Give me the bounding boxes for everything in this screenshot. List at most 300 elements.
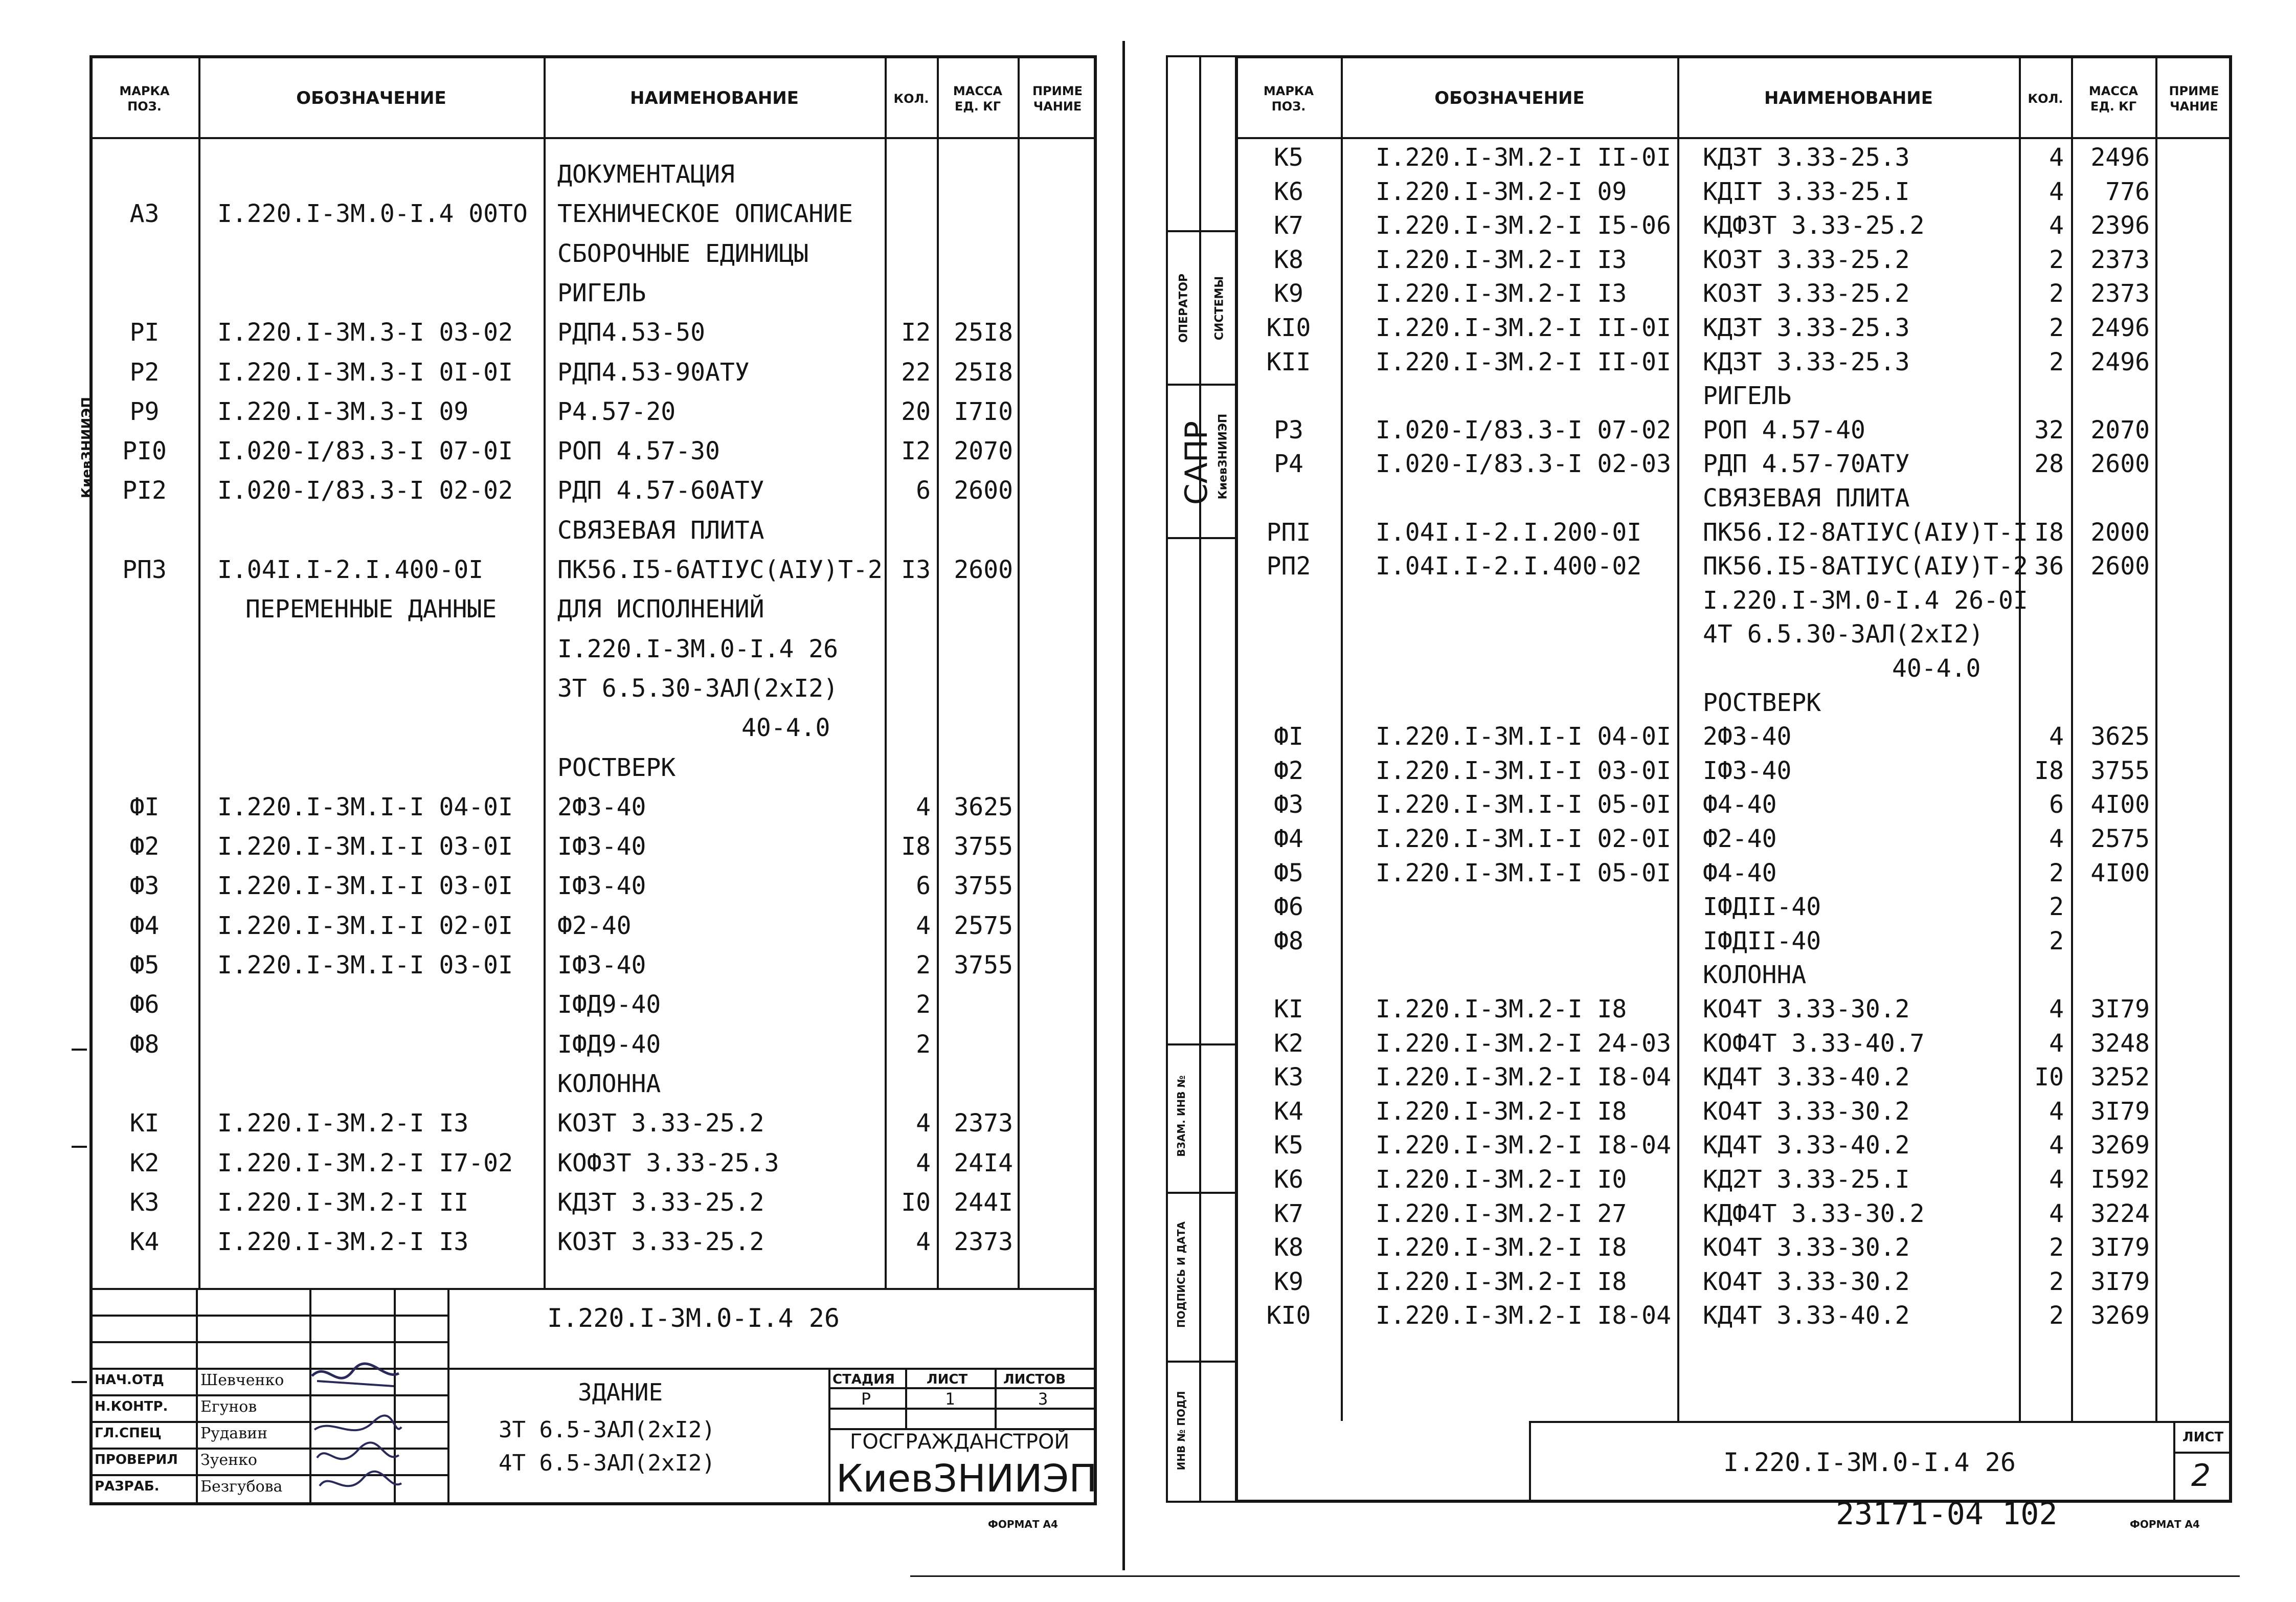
cell-qty: 4 xyxy=(2049,1165,2064,1194)
person-name: Рудавин xyxy=(200,1425,268,1442)
table-row xyxy=(0,311,2296,345)
role-label: ПРОВЕРИЛ xyxy=(95,1452,178,1467)
cell-mark: К7 xyxy=(1274,211,1303,240)
header-mark-line2: ПОЗ. xyxy=(1271,99,1306,114)
cell-qty: 4 xyxy=(916,792,931,821)
table-row xyxy=(0,1197,2296,1231)
cell-qty: 2 xyxy=(916,1030,931,1059)
cell-name: КОФ3Т 3.33-25.3 xyxy=(557,1148,779,1177)
cell-name: КДIТ 3.33-25.I xyxy=(1703,177,1910,206)
table-row xyxy=(0,822,2296,856)
cell-designation: I.04I.I-2.I.400-0I xyxy=(217,555,484,584)
cell-mark: Ф3 xyxy=(1274,790,1303,819)
cell-qty: I8 xyxy=(901,832,931,861)
cell-name: Р4.57-20 xyxy=(557,397,676,426)
cell-qty: 2 xyxy=(2049,1233,2064,1262)
cell-designation: I.220.I-3М.2-I I8-04 xyxy=(1376,1063,1671,1092)
person-name: Шевченко xyxy=(200,1371,284,1389)
cell-name: ПК56.I2-8АТIУС(АIУ)Т-I xyxy=(1703,518,2028,547)
right-footer-col xyxy=(2173,1421,2175,1503)
cell-designation: I.220.I-3М.I-I 04-0I xyxy=(1376,722,1671,751)
cell-qty: I8 xyxy=(2034,518,2064,547)
cell-name: КД3Т 3.33-25.3 xyxy=(1703,347,1910,376)
cell-name: Ф4-40 xyxy=(1703,858,1777,887)
cell-designation: I.220.I-3М.2-I I3 xyxy=(1376,279,1627,308)
cell-designation: I.220.I-3М.I-I 02-0I xyxy=(217,911,513,940)
cell-designation: I.220.I-3М.I-I 03-0I xyxy=(217,951,513,980)
cell-mass: 3755 xyxy=(954,951,1013,980)
cell-name: 3Т 6.5.30-3АЛ(2хI2) xyxy=(557,674,839,703)
cell-name: КД4Т 3.33-40.2 xyxy=(1703,1301,1910,1330)
cell-mark: РI0 xyxy=(122,437,167,466)
cell-mark: Ф6 xyxy=(129,990,160,1019)
cell-qty xyxy=(2021,617,2064,651)
cell-mark: КI xyxy=(129,1109,160,1138)
cell-mass: 776 xyxy=(2105,177,2150,206)
cell-qty: I3 xyxy=(901,555,931,584)
header-mass-line2: ЕД. КГ xyxy=(2090,99,2137,114)
cell-mass: 2373 xyxy=(2090,279,2150,308)
table-row xyxy=(0,1128,2296,1162)
sheet-label: ЛИСТ xyxy=(927,1372,968,1387)
table-row xyxy=(0,516,2296,549)
cell-name: КО3Т 3.33-25.2 xyxy=(1703,279,1910,308)
cell-mark: КI0 xyxy=(1266,314,1311,342)
sheet-value: 1 xyxy=(945,1389,955,1409)
header-mass-line1: МАССА xyxy=(953,83,1003,98)
cell-qty: 2 xyxy=(2049,1267,2064,1296)
cell-mark: ФI xyxy=(1274,722,1303,751)
table-row xyxy=(0,1265,2296,1299)
cell-mass: 25I8 xyxy=(954,358,1013,387)
table-row xyxy=(0,890,2296,924)
cell-mark: Ф8 xyxy=(1274,926,1303,955)
cell-name: ПК56.I5-6АТIУС(АIУ)Т-2 xyxy=(557,555,883,584)
side-sapr: САПР xyxy=(1179,420,1214,505)
cell-mass: 24I4 xyxy=(954,1148,1013,1177)
person-name: Безгубова xyxy=(200,1478,283,1496)
cell-qty xyxy=(2021,686,2064,720)
cell-mark: К8 xyxy=(1274,245,1303,274)
header-mass-line1: МАССА xyxy=(2088,83,2139,98)
cell-designation: I.220.I-3М.2-I II xyxy=(217,1188,469,1217)
cell-mark: К6 xyxy=(1274,177,1303,206)
cell-designation: I.220.I-3М.I-I 05-0I xyxy=(1376,858,1671,887)
sheets-value: 3 xyxy=(1038,1389,1048,1409)
right-doc-code: I.220.I-3М.0-I.4 26 xyxy=(1723,1448,2016,1477)
header-note-line1: ПРИМЕ xyxy=(2169,83,2219,98)
cell-name: КО4Т 3.33-30.2 xyxy=(1703,995,1910,1024)
cell-mark xyxy=(1237,652,1340,685)
cell-mass: I7I0 xyxy=(954,397,1013,426)
cell-name: РОП 4.57-40 xyxy=(1703,415,1865,444)
cell-designation: I.04I.I-2.I.200-0I xyxy=(1376,518,1642,547)
cell-mass: 244I xyxy=(954,1188,1013,1217)
org-name: КиевЗНИИЭП xyxy=(836,1457,1097,1501)
cell-designation: I.04I.I-2.I.400-02 xyxy=(1376,552,1642,581)
cell-mark: К8 xyxy=(1274,1233,1303,1262)
cell-name: КД4Т 3.33-40.2 xyxy=(1703,1063,1910,1092)
object-line-2: 4Т 6.5-3АЛ(2хI2) xyxy=(499,1450,715,1476)
role-label: НАЧ.ОТД xyxy=(95,1372,164,1388)
cell-qty: 36 xyxy=(2034,552,2064,581)
cell-name: РИГЕЛЬ xyxy=(557,278,646,307)
table-row xyxy=(0,141,2296,174)
cell-qty xyxy=(2021,958,2064,992)
cell-name: IФ3-40 xyxy=(557,951,646,980)
cell-designation: I.220.I-3М.3-I 09 xyxy=(217,397,469,426)
cell-name: ДЛЯ ИСПОЛНЕНИЙ xyxy=(557,595,764,624)
cell-name: КД2Т 3.33-25.I xyxy=(1703,1165,1910,1194)
cell-mark: Ф2 xyxy=(1274,756,1303,785)
cell-designation: I.220.I-3М.2-I 27 xyxy=(1376,1199,1627,1228)
cell-name: КО4Т 3.33-30.2 xyxy=(1703,1267,1910,1296)
cell-designation: I.220.I-3М.I-I 04-0I xyxy=(217,792,513,821)
cell-qty: 4 xyxy=(2049,1199,2064,1228)
cell-mass: I592 xyxy=(2090,1165,2150,1194)
cell-mark: РI xyxy=(129,318,160,347)
cell-designation: I.220.I-3М.2-I I3 xyxy=(1376,245,1627,274)
table-row xyxy=(0,856,2296,890)
header-mark-line1: МАРКА xyxy=(119,83,170,98)
cell-mass: 3269 xyxy=(2090,1301,2150,1330)
title-block-code: I.220.I-3М.0-I.4 26 xyxy=(547,1303,840,1333)
table-row xyxy=(0,447,2296,481)
cell-designation: I.220.I-3М.2-I I7-02 xyxy=(217,1148,513,1177)
cell-designation: I.220.I-3М.2-I II-0I xyxy=(1376,143,1671,172)
cell-name: IФДII-40 xyxy=(1703,893,1821,922)
cell-mass: 4I00 xyxy=(2090,790,2150,819)
cell-qty: 4 xyxy=(2049,177,2064,206)
cell-name: I.220.I-3М.0-I.4 26-0I xyxy=(1703,586,2028,615)
table-row xyxy=(0,686,2296,720)
cell-designation: I.220.I-3М.I-I 03-0I xyxy=(217,832,513,861)
cell-name: КО3Т 3.33-25.2 xyxy=(557,1109,764,1138)
cell-qty: 6 xyxy=(916,872,931,901)
right-footer-col xyxy=(1529,1421,1531,1503)
cell-mass: 2070 xyxy=(2090,415,2150,444)
cell-name: КД3Т 3.33-25.2 xyxy=(557,1188,764,1217)
cell-designation: I.220.I-3М.I-I 05-0I xyxy=(1376,790,1671,819)
cell-mark: РП2 xyxy=(1266,552,1311,581)
cell-mass: 2373 xyxy=(2090,245,2150,274)
cell-name: РДП4.53-50 xyxy=(557,318,705,347)
object-line-1: 3Т 6.5-3АЛ(2хI2) xyxy=(499,1417,715,1443)
cell-name: КД3Т 3.33-25.3 xyxy=(1703,314,1910,342)
cell-designation: I.220.I-3М.3-I 03-02 xyxy=(217,318,513,347)
cell-name: Ф2-40 xyxy=(557,911,632,940)
cell-qty: 4 xyxy=(2049,1131,2064,1160)
cell-mark: Р9 xyxy=(129,397,160,426)
cell-designation: I.220.I-3М.3-I 0I-0I xyxy=(217,358,513,387)
right-sheet-number: 2 xyxy=(2191,1458,2211,1494)
table-row xyxy=(0,413,2296,447)
cell-qty: 4 xyxy=(2049,1097,2064,1126)
cell-mark: Ф3 xyxy=(129,872,160,901)
cell-mark: Р3 xyxy=(1274,415,1303,444)
cell-mark xyxy=(1237,584,1340,617)
table-row xyxy=(0,788,2296,821)
cell-mark: К4 xyxy=(1274,1097,1303,1126)
person-name: Зуенко xyxy=(200,1451,257,1469)
cell-designation: I.220.I-3М.I-I 03-0I xyxy=(217,872,513,901)
cell-mark: К5 xyxy=(1274,1131,1303,1160)
cell-mass: 2575 xyxy=(2090,825,2150,853)
cell-qty: 32 xyxy=(2034,415,2064,444)
bottom-edge xyxy=(910,1575,2240,1577)
cell-mass xyxy=(2073,379,2150,413)
cell-designation xyxy=(1376,379,1677,413)
header-mark-line2: ПОЗ. xyxy=(127,99,162,114)
table-row xyxy=(0,720,2296,753)
cell-qty: 4 xyxy=(2049,722,2064,751)
role-label: ГЛ.СПЕЦ xyxy=(95,1426,162,1441)
cell-mass: 3755 xyxy=(954,832,1013,861)
cell-mark: К9 xyxy=(1274,1267,1303,1296)
cell-designation: I.020-I/83.3-I 07-0I xyxy=(217,437,513,466)
cell-qty: 6 xyxy=(916,476,931,505)
table-row xyxy=(0,924,2296,958)
cell-mark: КII xyxy=(1266,347,1311,376)
side-institute: КиевЗНИИЭП xyxy=(1217,413,1230,500)
table-row xyxy=(0,1299,2296,1332)
side-stamp-signature: ПОДПИСЬ И ДАТА xyxy=(1175,1221,1187,1328)
cell-mark: ФI xyxy=(129,792,160,821)
cell-designation: I.220.I-3М.2-I I3 xyxy=(217,1109,469,1138)
cell-designation: I.220.I-3М.2-I I5-06 xyxy=(1376,211,1671,240)
cell-designation xyxy=(1376,924,1677,958)
cell-name: КДФ3Т 3.33-25.2 xyxy=(1703,211,1925,240)
cell-qty: 2 xyxy=(2049,245,2064,274)
cell-mass: 2496 xyxy=(2090,314,2150,342)
format-label-right: ФОРМАТ А4 xyxy=(2130,1518,2200,1530)
cell-name: ДОКУМЕНТАЦИЯ xyxy=(557,160,735,189)
format-label-left: ФОРМАТ А4 xyxy=(988,1518,1058,1530)
cell-qty: 4 xyxy=(916,1148,931,1177)
cell-designation xyxy=(1376,481,1677,515)
cell-mass xyxy=(2073,686,2150,720)
cell-mass: 3269 xyxy=(2090,1131,2150,1160)
cell-name: СВЯЗЕВАЯ ПЛИТА xyxy=(1703,484,1910,513)
cell-mass: 3755 xyxy=(2090,756,2150,785)
cell-qty: 4 xyxy=(916,1109,931,1138)
cell-name: РИГЕЛЬ xyxy=(1703,382,1792,411)
cell-name: КОФ4Т 3.33-40.7 xyxy=(1703,1029,1925,1058)
cell-qty: 4 xyxy=(2049,995,2064,1024)
cell-designation: I.220.I-3М.2-I II-0I xyxy=(1376,314,1671,342)
cell-mass: 3625 xyxy=(2090,722,2150,751)
org-ministry: ГОСГРАЖДАНСТРОЙ xyxy=(850,1430,1070,1454)
cell-designation: I.220.I-3М.I-I 03-0I xyxy=(1376,756,1671,785)
cell-mass: 3I79 xyxy=(2090,995,2150,1024)
cell-mark xyxy=(1237,379,1340,413)
cell-name: РДП 4.57-70АТУ xyxy=(1703,450,1910,479)
cell-designation xyxy=(1376,584,1677,617)
cell-mass: 2070 xyxy=(954,437,1013,466)
cell-mass: 4I00 xyxy=(2090,858,2150,887)
cell-mass: 2496 xyxy=(2090,347,2150,376)
cell-mark: А3 xyxy=(129,199,160,229)
cell-qty: 20 xyxy=(901,397,931,426)
cell-mass: 2373 xyxy=(954,1109,1013,1138)
cell-name: Ф4-40 xyxy=(1703,790,1777,819)
cell-mass: 2600 xyxy=(954,555,1013,584)
table-row xyxy=(0,1027,2296,1060)
table-row xyxy=(0,379,2296,413)
cell-mark: К3 xyxy=(129,1188,160,1217)
cell-mark: КI0 xyxy=(1266,1301,1311,1330)
cell-designation: I.220.I-3М.2-I I8-04 xyxy=(1376,1301,1671,1330)
cell-mass: 3I79 xyxy=(2090,1233,2150,1262)
cell-mark: Ф8 xyxy=(129,1030,160,1059)
cell-name: 2Ф3-40 xyxy=(557,792,646,821)
cell-name: КД3Т 3.33-25.3 xyxy=(1703,143,1910,172)
cell-qty: 2 xyxy=(2049,926,2064,955)
table-row xyxy=(0,1095,2296,1128)
cell-qty: 2 xyxy=(2049,1301,2064,1330)
cell-mass: 2600 xyxy=(2090,552,2150,581)
cell-mass xyxy=(2073,481,2150,515)
table-row xyxy=(0,243,2296,277)
person-name: Егунов xyxy=(200,1398,257,1416)
cell-mark xyxy=(1237,481,1340,515)
table-row xyxy=(0,617,2296,651)
cell-qty: 22 xyxy=(901,358,931,387)
header-designation-label: ОБОЗНАЧЕНИЕ xyxy=(296,88,446,109)
side-stamp-inventory: ИНВ № ПОДЛ xyxy=(1175,1391,1187,1471)
cell-designation: I.220.I-3М.2-I I3 xyxy=(217,1228,469,1257)
cell-name: 2Ф3-40 xyxy=(1703,722,1792,751)
cell-mass xyxy=(2073,890,2150,924)
cell-mass: 3755 xyxy=(954,872,1013,901)
cell-mass: 3224 xyxy=(2090,1199,2150,1228)
cell-qty: 4 xyxy=(916,911,931,940)
cell-qty: I0 xyxy=(901,1188,931,1217)
table-row xyxy=(0,1060,2296,1094)
cell-qty: 2 xyxy=(2049,858,2064,887)
cell-mark: К5 xyxy=(1274,143,1303,172)
cell-mark: Ф2 xyxy=(129,832,160,861)
cell-mark: К7 xyxy=(1274,1199,1303,1228)
header-mass-line2: ЕД. КГ xyxy=(954,99,1001,114)
cell-designation: I.220.I-3М.2-I I8-04 xyxy=(1376,1131,1671,1160)
cell-designation: I.020-I/83.3-I 02-03 xyxy=(1376,450,1671,479)
cell-designation: ПЕРЕМЕННЫЕ ДАННЫЕ xyxy=(245,595,497,624)
cell-designation: I.220.I-3М.0-I.4 00ТО xyxy=(217,199,528,229)
cell-qty: 4 xyxy=(2049,825,2064,853)
cell-designation xyxy=(1376,890,1677,924)
table-row xyxy=(0,652,2296,685)
cell-designation xyxy=(1376,652,1677,685)
header-qty-label: КОЛ. xyxy=(893,91,929,106)
cell-name: IФДII-40 xyxy=(1703,926,1821,955)
header-name-label: НАИМЕНОВАНИЕ xyxy=(629,88,799,109)
cell-name: РОП 4.57-30 xyxy=(557,437,720,466)
table-row xyxy=(0,992,2296,1026)
cell-name: РОСТВЕРК xyxy=(1703,688,1821,717)
cell-designation: I.220.I-3М.2-I I8 xyxy=(1376,1097,1627,1126)
cell-qty: 2 xyxy=(2049,347,2064,376)
header-name-label: НАИМЕНОВАНИЕ xyxy=(1764,88,1933,109)
cell-mass xyxy=(2073,652,2150,685)
cell-designation: I.220.I-3М.I-I 02-0I xyxy=(1376,825,1671,853)
cell-designation: I.220.I-3М.2-I I8 xyxy=(1376,1267,1627,1296)
cell-designation xyxy=(1376,686,1677,720)
cell-qty xyxy=(2021,481,2064,515)
header-designation-label: ОБОЗНАЧЕНИЕ xyxy=(1434,88,1585,109)
cell-mass: 3I79 xyxy=(2090,1267,2150,1296)
cell-qty xyxy=(2021,379,2064,413)
left-margin-text: КиевЗНИИЭП xyxy=(79,396,95,499)
role-label: Н.КОНТР. xyxy=(95,1399,168,1414)
cell-name: 40-4.0 xyxy=(1892,654,1981,683)
cell-qty: 4 xyxy=(916,1228,931,1257)
cell-mark: Ф4 xyxy=(1274,825,1303,853)
cell-name: КО4Т 3.33-30.2 xyxy=(1703,1097,1910,1126)
cell-qty: 2 xyxy=(2049,314,2064,342)
cell-mass xyxy=(2073,958,2150,992)
cell-mass: 2396 xyxy=(2090,211,2150,240)
cell-name: ТЕХНИЧЕСКОЕ ОПИСАНИЕ xyxy=(557,199,853,229)
cell-mark: К3 xyxy=(1274,1063,1303,1092)
cell-name: КО3Т 3.33-25.2 xyxy=(1703,245,1910,274)
cell-designation xyxy=(1376,958,1677,992)
cell-mass xyxy=(2073,924,2150,958)
cell-mark: РПI xyxy=(1266,518,1311,547)
cell-name: Ф2-40 xyxy=(1703,825,1777,853)
cell-mark: Р2 xyxy=(129,358,160,387)
cell-name: ПК56.I5-8АТIУС(АIУ)Т-2 xyxy=(1703,552,2028,581)
right-sheet-label: ЛИСТ xyxy=(2182,1430,2224,1445)
cell-name: КОЛОННА xyxy=(1703,961,1807,990)
sheets-label: ЛИСТОВ xyxy=(1003,1372,1066,1387)
cell-mass xyxy=(2073,584,2150,617)
cell-designation: I.020-I/83.3-I 07-02 xyxy=(1376,415,1671,444)
cell-mark: Ф4 xyxy=(129,911,160,940)
cell-mark xyxy=(1237,617,1340,651)
table-row xyxy=(0,277,2296,310)
cell-name: КДФ4Т 3.33-30.2 xyxy=(1703,1199,1925,1228)
cell-qty: 6 xyxy=(2049,790,2064,819)
cell-name: КО3Т 3.33-25.2 xyxy=(557,1228,764,1257)
stage-value: Р xyxy=(861,1389,871,1409)
cell-qty: 2 xyxy=(916,951,931,980)
cell-name: 40-4.0 xyxy=(741,714,830,743)
right-footer-sheet-line xyxy=(2173,1452,2232,1454)
cell-mark: КI xyxy=(1274,995,1303,1024)
cell-mark: К2 xyxy=(129,1148,160,1177)
header-note-line2: ЧАНИЕ xyxy=(1033,99,1082,114)
cell-mass: 2000 xyxy=(2090,518,2150,547)
cell-name: 4Т 6.5.30-3АЛ(2хI2) xyxy=(1703,620,1984,649)
table-row xyxy=(0,584,2296,617)
cell-designation: I.220.I-3М.2-I 24-03 xyxy=(1376,1029,1671,1058)
cell-qty xyxy=(2021,652,2064,685)
cell-name: РОСТВЕРК xyxy=(557,753,676,782)
cell-qty: 2 xyxy=(916,990,931,1019)
cell-mass: 3252 xyxy=(2090,1063,2150,1092)
cell-name: IФ3-40 xyxy=(557,832,646,861)
cell-qty: 4 xyxy=(2049,143,2064,172)
cell-qty: I0 xyxy=(2034,1063,2064,1092)
cell-mass: 2600 xyxy=(2090,450,2150,479)
side-stamp-replace: ВЗАМ. ИНВ № xyxy=(1175,1075,1187,1157)
cell-designation: I.220.I-3М.2-I I0 xyxy=(1376,1165,1627,1194)
cell-mass: 2496 xyxy=(2090,143,2150,172)
cell-mark: К6 xyxy=(1274,1165,1303,1194)
archive-number: 23171-04 102 xyxy=(1836,1496,2058,1532)
side-operator-1: ОПЕРАТОР xyxy=(1177,273,1190,343)
